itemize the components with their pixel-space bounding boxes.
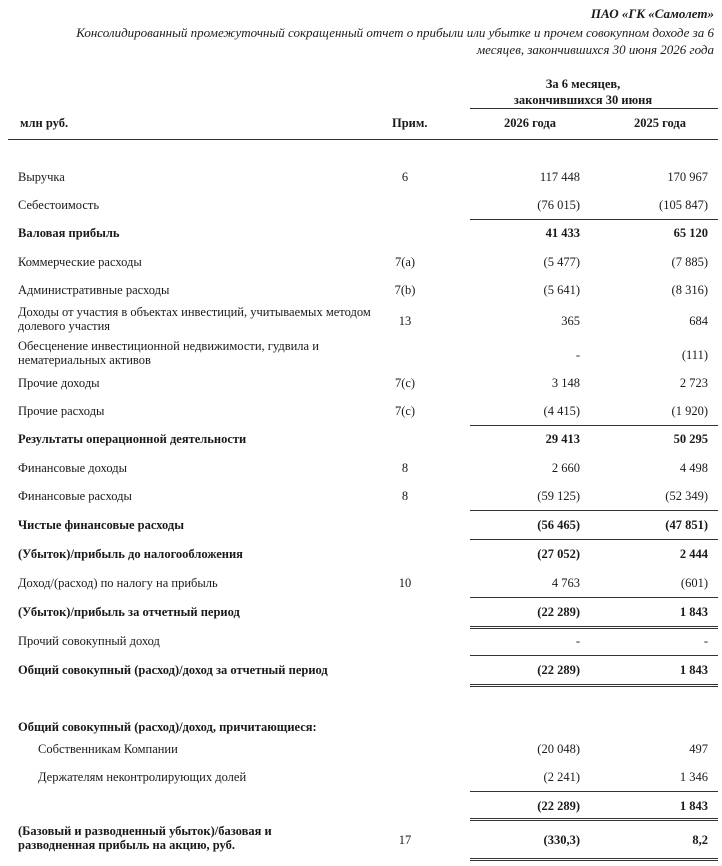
table-row: [0, 376, 722, 404]
table-row: [0, 489, 722, 517]
row-label: Общий совокупный (расход)/доход, причитающиеся:: [18, 720, 317, 734]
total-double-rule: [470, 684, 718, 687]
row-value-2026: 41 433: [545, 226, 580, 240]
header-rule: [8, 139, 718, 140]
row-label: Финансовые расходы: [18, 489, 132, 503]
subtotal-rule: [470, 791, 718, 792]
row-label: Прочий совокупный доход: [18, 634, 160, 648]
row-value-2026: (20 048): [537, 742, 580, 756]
row-value-2026: 29 413: [545, 432, 580, 446]
row-value-2025: 65 120: [673, 226, 708, 240]
row-value-2026: (27 052): [537, 547, 580, 561]
row-value-2025: 1 843: [679, 799, 708, 813]
row-value-2025: (7 885): [671, 255, 708, 269]
row-value-2025: 170 967: [667, 170, 708, 184]
subtotal-rule: [470, 655, 718, 656]
row-value-2025: 4 498: [679, 461, 708, 475]
row-value-2026: 4 763: [551, 576, 580, 590]
table-row: [0, 518, 722, 546]
row-value-2026: -: [575, 348, 580, 362]
row-note: 7(c): [394, 404, 416, 418]
row-value-2025: (111): [681, 348, 708, 362]
row-label: Прочие доходы: [18, 376, 100, 390]
row-value-2026: 3 148: [551, 376, 580, 390]
row-label: Собственникам Компании: [38, 742, 178, 756]
table-row: [0, 170, 722, 198]
period-header: [488, 76, 678, 108]
table-row: [0, 226, 722, 254]
row-label: Общий совокупный (расход)/доход за отчетный период: [18, 663, 328, 677]
document-title: Консолидированный промежуточный сокращенный отчет о прибыли или убытке и прочем совокупном доходе за 6 месяцев, закончившихся 30 июня 2026 года: [76, 25, 714, 57]
subtotal-rule: [470, 597, 718, 598]
row-label: (Убыток)/прибыль за отчетный период: [18, 605, 240, 619]
table-row: [0, 576, 722, 604]
row-label: Доход/(расход) по налогу на прибыль: [18, 576, 218, 590]
row-label: Результаты операционной деятельности: [18, 432, 247, 446]
period-header-line1: За 6 месяцев,: [545, 77, 621, 91]
row-value-2025: 2 444: [679, 547, 708, 561]
row-value-2026: 117 448: [539, 170, 580, 184]
row-value-2025: (601): [680, 576, 708, 590]
row-value-2025: (8 316): [671, 283, 708, 297]
row-value-2025: 8,2: [692, 833, 708, 847]
row-value-2026: (5 641): [543, 283, 580, 297]
row-value-2025: (105 847): [659, 198, 708, 212]
subtotal-rule: [470, 219, 718, 220]
table-row: [0, 770, 722, 798]
row-value-2025: 50 295: [673, 432, 708, 446]
total-double-rule: [470, 858, 718, 861]
row-label: Себестоимость: [18, 198, 100, 212]
row-value-2025: 1 346: [679, 770, 708, 784]
row-label: Обесценение инвестиционной недвижимости, гудвила и нематериальных активов: [18, 339, 319, 367]
table-row: [0, 305, 722, 337]
company-name: ПАО «ГК «Самолет»: [590, 6, 714, 21]
table-row: [0, 547, 722, 575]
row-note: 13: [398, 314, 412, 328]
table-row: [0, 255, 722, 283]
row-value-2026: (2 241): [543, 770, 580, 784]
period-header-line2: закончившихся 30 июня: [513, 93, 653, 107]
table-row: [0, 404, 722, 432]
row-note: 7(a): [394, 255, 416, 269]
table-row: [0, 461, 722, 489]
subtotal-rule: [470, 510, 718, 511]
row-value-2026: 2 660: [551, 461, 580, 475]
table-row: [0, 634, 722, 662]
row-label: Чистые финансовые расходы: [18, 518, 185, 532]
row-note: 17: [398, 833, 412, 847]
table-row: [0, 824, 722, 856]
row-label: Финансовые доходы: [18, 461, 127, 475]
row-value-2025: -: [703, 634, 708, 648]
year2-header: 2025 года: [634, 116, 686, 130]
row-value-2026: (22 289): [537, 799, 580, 813]
row-note: 8: [401, 489, 409, 503]
row-note: 6: [401, 170, 409, 184]
table-row: [0, 339, 722, 371]
table-row: [0, 742, 722, 770]
row-value-2025: (1 920): [671, 404, 708, 418]
row-label: Коммерческие расходы: [18, 255, 142, 269]
row-label: Держателям неконтролирующих долей: [38, 770, 247, 784]
unit-header: млн руб.: [20, 116, 69, 130]
row-value-2026: (56 465): [537, 518, 580, 532]
row-label: Валовая прибыль: [18, 226, 120, 240]
row-value-2025: 1 843: [679, 663, 708, 677]
row-note: 7(c): [394, 376, 416, 390]
row-label: (Базовый и разводненный убыток)/базовая и разводненная прибыль на акцию, руб.: [18, 824, 272, 852]
total-double-rule: [470, 818, 718, 821]
year1-header: 2026 года: [504, 116, 556, 130]
note-header: Прим.: [392, 116, 428, 130]
table-row: [0, 432, 722, 460]
row-value-2026: (330,3): [543, 833, 580, 847]
row-note: 7(b): [394, 283, 416, 297]
subtotal-rule: [470, 425, 718, 426]
period-header-rule: [470, 108, 718, 109]
table-row: [0, 198, 722, 226]
row-label: Административные расходы: [18, 283, 170, 297]
row-note: 10: [398, 576, 412, 590]
row-label: (Убыток)/прибыль до налогообложения: [18, 547, 243, 561]
row-value-2026: 365: [561, 314, 580, 328]
row-value-2025: (52 349): [665, 489, 708, 503]
row-value-2025: 1 843: [679, 605, 708, 619]
table-row: [0, 799, 722, 827]
subtotal-rule: [470, 539, 718, 540]
row-value-2026: (22 289): [537, 663, 580, 677]
row-value-2026: (4 415): [543, 404, 580, 418]
row-value-2026: (22 289): [537, 605, 580, 619]
row-value-2025: 497: [689, 742, 708, 756]
row-value-2026: (76 015): [537, 198, 580, 212]
row-value-2026: (59 125): [537, 489, 580, 503]
row-note: 8: [401, 461, 409, 475]
row-value-2025: 2 723: [679, 376, 708, 390]
row-label: Прочие расходы: [18, 404, 105, 418]
row-value-2025: 684: [689, 314, 708, 328]
total-double-rule: [470, 626, 718, 629]
row-label: Доходы от участия в объектах инвестиций, учитываемых методом долевого участия: [18, 305, 371, 333]
row-label: Выручка: [18, 170, 65, 184]
row-value-2025: (47 851): [665, 518, 708, 532]
row-value-2026: (5 477): [543, 255, 580, 269]
row-value-2026: -: [575, 634, 580, 648]
